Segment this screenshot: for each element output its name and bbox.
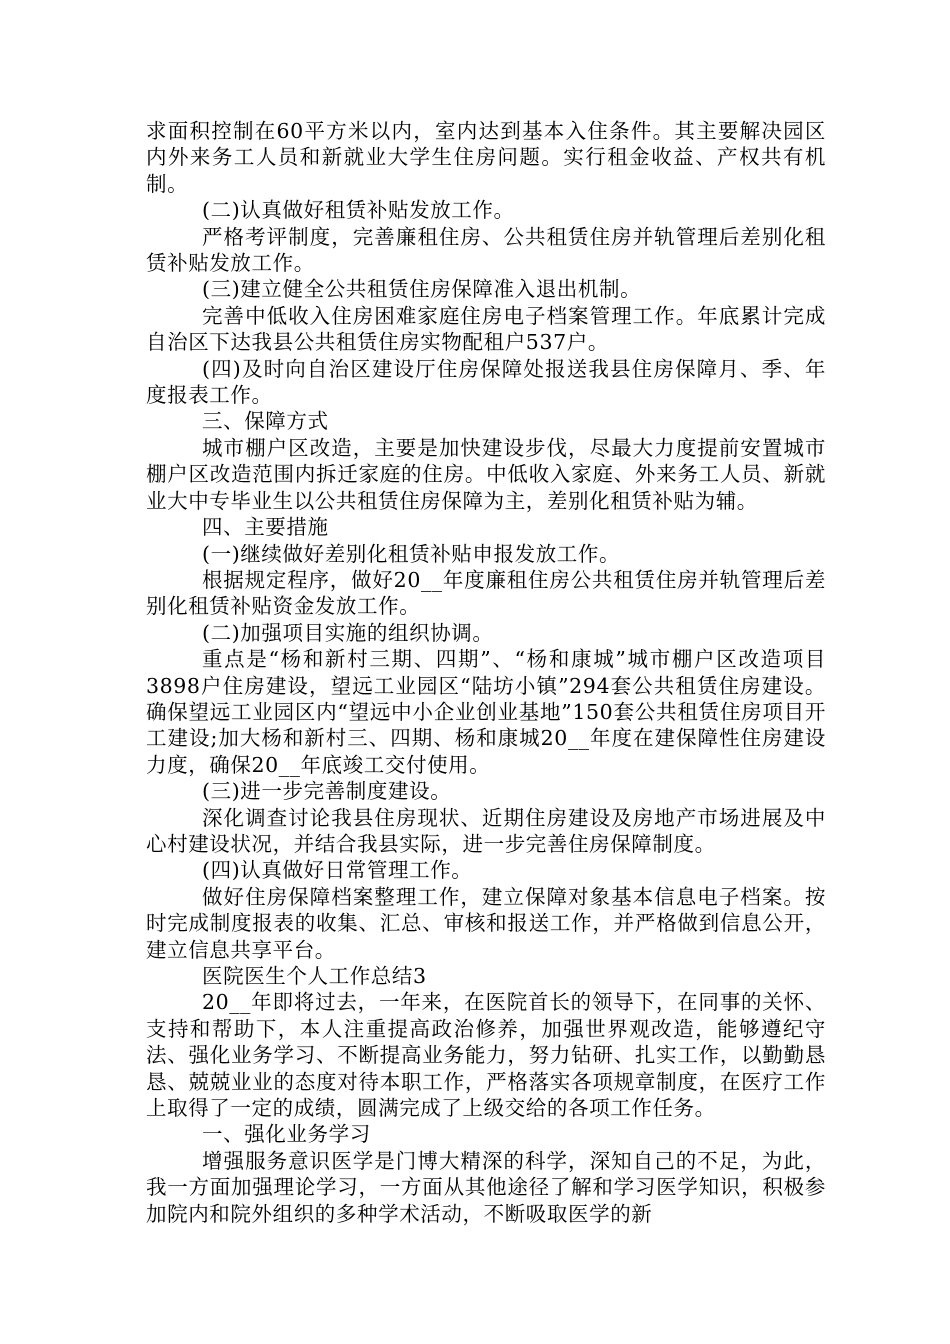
section-heading: 四、主要措施 bbox=[202, 515, 329, 540]
paragraph: 做好住房保障档案整理工作，建立保障对象基本信息电子档案。按时完成制度报表的收集、汇总、审核和报送工作，并严格做到信息公开，建立信息共享平台。 bbox=[146, 884, 826, 962]
paragraph: (二)认真做好租赁补贴发放工作。 bbox=[202, 198, 515, 223]
paragraph: 增强服务意识医学是门博大精深的科学，深知自己的不足，为此，我一方面加强理论学习，一方面从其他途径了解和学习医学知识，积极参加院内和院外组织的多种学术活动，不断吸取医学的新 bbox=[146, 1148, 826, 1226]
paragraph: 城市棚户区改造，主要是加快建设步伐，尽最大力度提前安置城市棚户区改造范围内拆迁家庭的住房。中低收入家庭、外来务工人员、新就业大中专毕业生以公共租赁住房保障为主，差别化租赁补贴为辅。 bbox=[146, 435, 826, 513]
paragraph: 完善中低收入住房困难家庭住房电子档案管理工作。年底累计完成自治区下达我县公共租赁住房实物配租户537户。 bbox=[146, 303, 826, 355]
paragraph: 根据规定程序，做好20__年度廉租住房公共租赁住房并轨管理后差别化租赁补贴资金发放工作。 bbox=[146, 567, 826, 619]
paragraph: 20__年即将过去，一年来，在医院首长的领导下，在同事的关怀、支持和帮助下，本人注重提高政治修养，加强世界观改造，能够遵纪守法、强化业务学习、不断提高业务能力，努力钻研、扎实工作，以勤勤恳恳、兢兢业业的态度对待本职工作，严格落实各项规章制度，在医疗工作上取得了一定的成绩，圆满完成了上级交给的各项工作任务。 bbox=[146, 990, 826, 1121]
section-heading: 一、强化业务学习 bbox=[202, 1122, 371, 1147]
paragraph: 严格考评制度，完善廉租住房、公共租赁住房并轨管理后差别化租赁补贴发放工作。 bbox=[146, 224, 826, 276]
paragraph: 重点是“杨和新村三期、四期”、“杨和康城”城市棚户区改造项目3898户住房建设，望远工业园区“陆坊小镇”294套公共租赁住房建设。确保望远工业园区内“望远中小企业创业基地”150套公共租赁住房项目开工建设;加大杨和新村三、四期、杨和康城20__年度在建保障性住房建设力度，确保20__年底竣工交付使用。 bbox=[146, 647, 826, 777]
paragraph: 求面积控制在60平方米以内，室内达到基本入住条件。其主要解决园区内外来务工人员和新就业大学生住房问题。实行租金收益、产权共有机制。 bbox=[146, 119, 826, 196]
section-heading: 三、保障方式 bbox=[202, 409, 329, 434]
paragraph: (三)建立健全公共租赁住房保障准入退出机制。 bbox=[202, 277, 642, 302]
paragraph: (四)认真做好日常管理工作。 bbox=[202, 858, 473, 883]
paragraph: (二)加强项目实施的组织协调。 bbox=[202, 620, 494, 645]
document-title: 医院医生个人工作总结3 bbox=[202, 964, 427, 988]
paragraph: (一)继续做好差别化租赁补贴申报发放工作。 bbox=[202, 541, 621, 566]
document-page bbox=[146, 118, 826, 1227]
paragraph: (三)进一步完善制度建设。 bbox=[202, 779, 452, 804]
paragraph: 深化调查讨论我县住房现状、近期住房建设及房地产市场进展及中心村建设状况，并结合我县实际，进一步完善住房保障制度。 bbox=[146, 805, 826, 856]
paragraph: (四)及时向自治区建设厅住房保障处报送我县住房保障月、季、年度报表工作。 bbox=[146, 356, 826, 408]
